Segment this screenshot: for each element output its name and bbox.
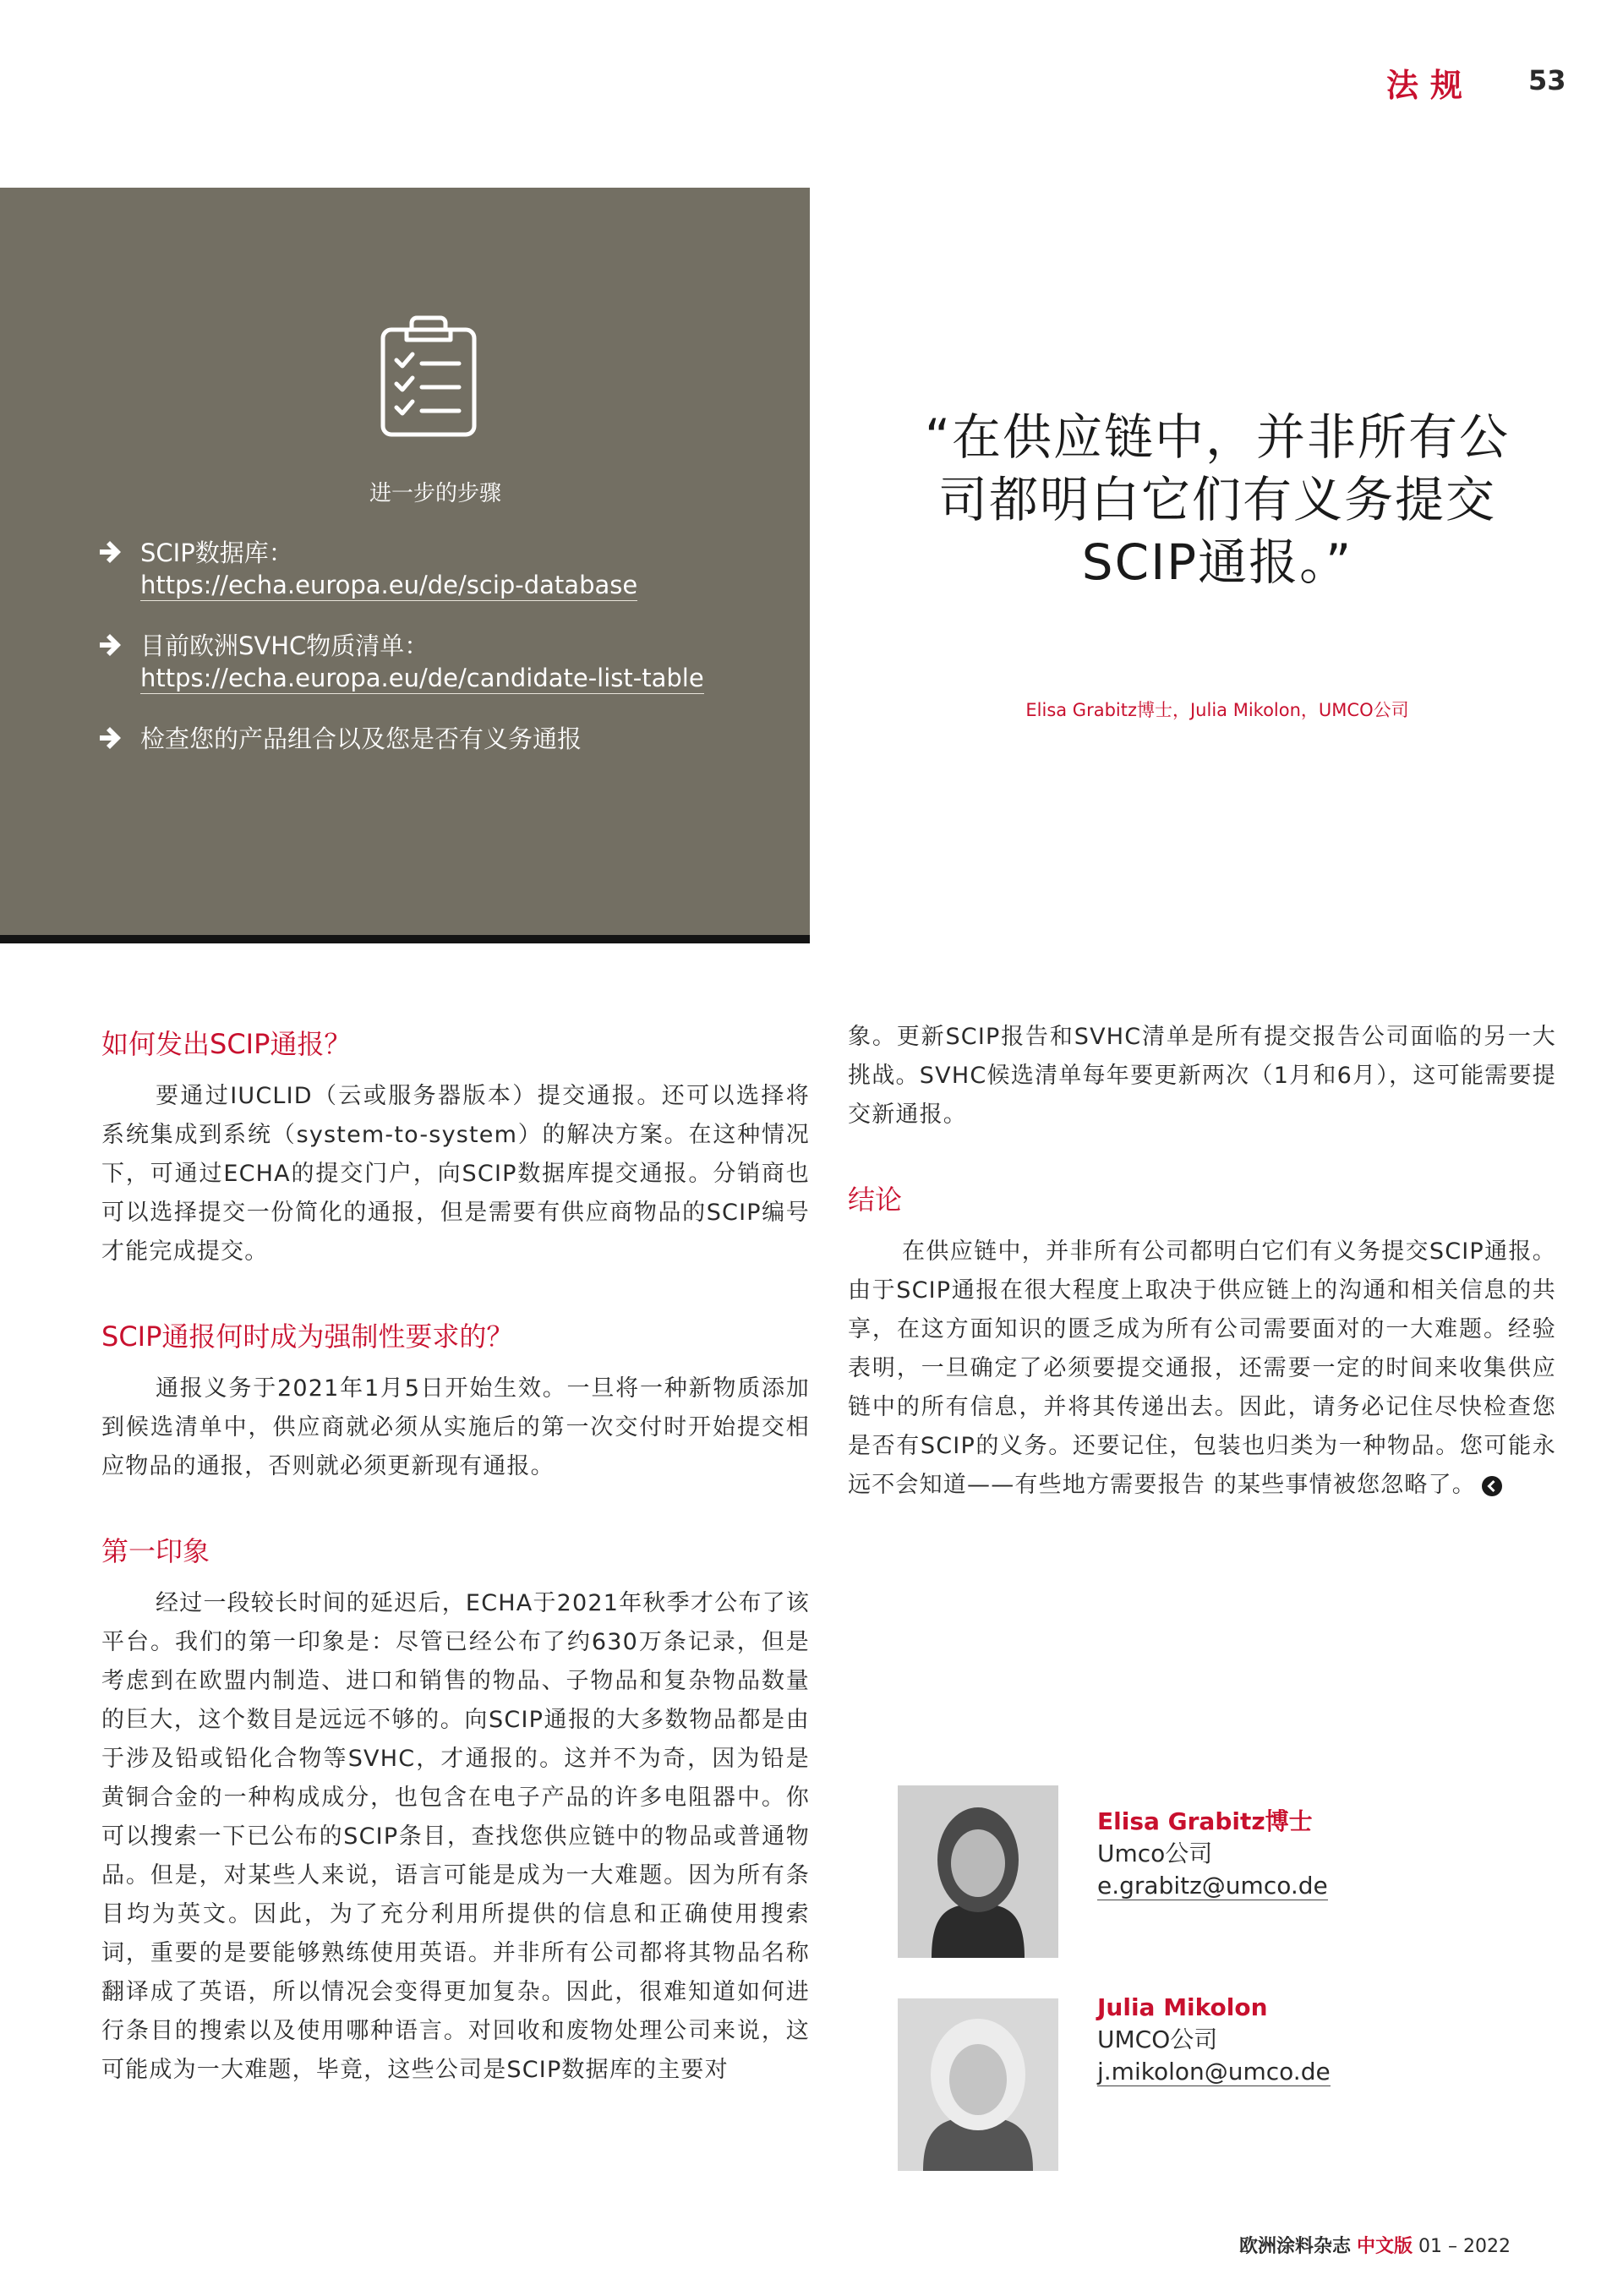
section-heading: 如何发出SCIP通报？ — [101, 1028, 352, 1060]
scip-database-link[interactable]: https://echa.europa.eu/de/scip-database — [140, 571, 638, 599]
section-title: 法规 — [1386, 67, 1475, 104]
edition-label: 中文版 — [1357, 2236, 1413, 2257]
author-photo — [898, 1785, 1058, 1958]
conclusion-text: 在供应链中，并非所有公司都明白它们有义务提交SCIP通报。由于SCIP通报在很大程度上取决于供应链上的沟通和相关信息的共享，在这方面知识的匮乏成为所有公司需要面对的一大难题。经验表明，一旦确定了必须要提交通报，还需要一定的时间来收集供应链中的所有信息，并将其传递出去。因此，请务必记住尽快检查您是否有SCIP的义务。还要记住，包装也归类为一种物品。您可能永远不会知道——有些地方需要报告 的某些事情被您忽略了。 — [848, 1238, 1556, 1498]
section-heading: SCIP通报何时成为强制性要求的？ — [101, 1320, 514, 1353]
arrow-right-icon — [98, 540, 122, 564]
body-paragraph: 通报义务于2021年1月5日开始生效。一旦将一种新物质添加到候选清单中，供应商就必须从实施后的第一次交付时开始提交相应物品的通报，否则就必须更新现有通报。 — [101, 1375, 810, 1479]
info-item-check-portfolio — [98, 723, 791, 755]
author-company: UMCO公司 — [1097, 2025, 1218, 2053]
end-of-article-icon — [1481, 1475, 1503, 1497]
arrow-right-icon — [98, 726, 122, 750]
author-company: Umco公司 — [1097, 1840, 1213, 1867]
author-card — [1097, 1992, 1331, 2088]
pull-quote-line: “在供应链中，并非所有公 — [924, 408, 1511, 466]
candidate-list-link[interactable]: https://echa.europa.eu/de/candidate-list-table — [140, 664, 704, 692]
magazine-name: 欧洲涂料杂志 — [1239, 2236, 1352, 2257]
body-paragraph: 要通过IUCLID（云或服务器版本）提交通报。还可以选择将系统集成到系统（system-to-system）的解决方案。在这种情况下，可通过ECHA的提交门户，向SCIP数据库提交通报。分销商也可以选择提交一份简化的通报，但是需要有供应商物品的SCIP编号才能完成提交。 — [101, 1083, 810, 1265]
info-item-label: 检查您的产品组合以及您是否有义务通报 — [140, 724, 582, 753]
info-item-svhc-list — [98, 630, 791, 694]
quote-credit: Elisa Grabitz博士，Julia Mikolon，UMCO公司 — [1025, 700, 1409, 720]
author-email[interactable]: e.grabitz@umco.de — [1097, 1872, 1328, 1900]
author-email[interactable]: j.mikolon@umco.de — [1097, 2058, 1331, 2086]
author-card — [1097, 1806, 1328, 1902]
article-column-left — [101, 1023, 810, 2090]
section-heading: 结论 — [848, 1184, 903, 1216]
author-name: Julia Mikolon — [1097, 1993, 1268, 2021]
article-column-right — [848, 1018, 1556, 1505]
info-item-label: SCIP数据库： — [140, 538, 293, 567]
pull-quote-line: 司都明白它们有义务提交 — [937, 471, 1496, 528]
info-item-scip-database — [98, 537, 791, 601]
body-paragraph: 经过一段较长时间的延迟后，ECHA于2021年秋季才公布了该平台。我们的第一印象是：尽管已经公布了约630万条记录，但是考虑到在欧盟内制造、进口和销售的物品、子物品和复杂物品数量的巨大，这个数目是远远不够的。向SCIP通报的大多数物品都是由于涉及铅或铅化合物等SVHC，才通报的。这并不为奇，因为铅是黄铜合金的一种构成成分，也包含在电子产品的许多电阻器中。你可以搜索一下已公布的SCIP条目，查找您供应链中的物品或普通物品。但是，对某些人来说，语言可能是成为一大难题。因为所有条目均为英文。因此，为了充分利用所提供的信息和正确使用搜索词，重要的是要能够熟练使用英语。并非所有公司都将其物品名称翻译成了英语，所以情况会变得更加复杂。因此，很难知道如何进行条目的搜索以及使用哪种语言。对回收和废物处理公司来说，这可能成为一大难题，毕竟，这些公司是SCIP数据库的主要对 — [101, 1590, 810, 2083]
info-box-title: 进一步的步骤 — [369, 481, 501, 506]
body-paragraph-continued: 象。更新SCIP报告和SVHC清单是所有提交报告公司面临的另一大挑战。SVHC候选清单每年要更新两次（1月和6月），这可能需要提交新通报。 — [848, 1024, 1556, 1128]
clipboard-checklist-icon — [378, 313, 479, 440]
page-footer — [1239, 2232, 1511, 2258]
author-photo — [898, 1998, 1058, 2171]
info-box-list — [98, 537, 791, 784]
section-heading: 第一印象 — [101, 1535, 210, 1567]
pull-quote-line: SCIP通报。” — [1081, 533, 1353, 591]
issue-number: 01 – 2022 — [1418, 2236, 1511, 2257]
arrow-right-icon — [98, 633, 122, 657]
page-number: 53 — [1528, 64, 1566, 96]
author-name: Elisa Grabitz博士 — [1097, 1807, 1313, 1835]
pull-quote — [862, 406, 1572, 593]
info-item-label: 目前欧洲SVHC物质清单： — [140, 631, 429, 660]
body-paragraph — [848, 1233, 1556, 1505]
